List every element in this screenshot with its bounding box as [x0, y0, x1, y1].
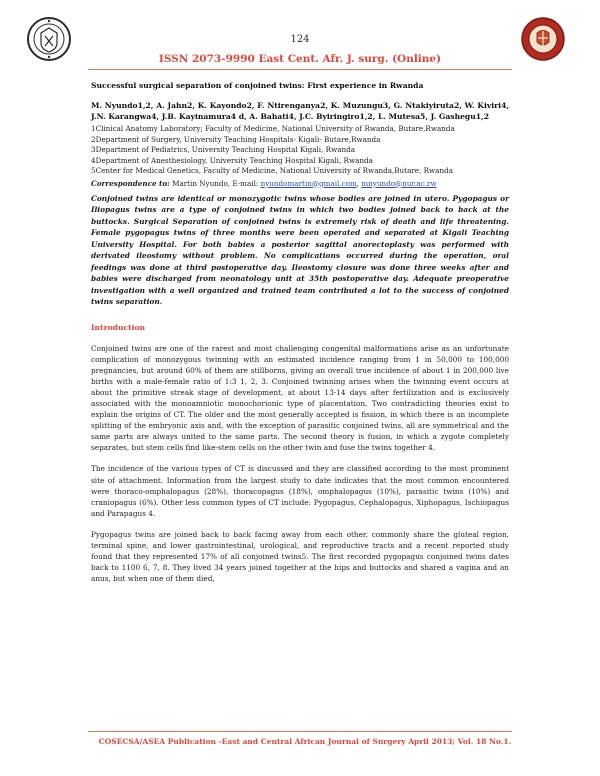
page-number: 124	[290, 34, 310, 45]
intro-paragraph-3: Pygopagus twins are joined back to back facing away from each other, commonly share the gluteal region, terminal spine, and lower gastrointestinal, urological, and reproductive tracts and a recent reported study found that they represented 17% of all conjoined twins5. The first recorded pygopagus conjoined twins dates back to 1100 6, 7, 8. They lived 34 years joined together at the hips and buttocks and shared a vagina and an anus, but when one of them died,	[91, 529, 509, 584]
correspondence-text: Martin Nyundo, E-mail:	[169, 178, 261, 188]
email-separator: ,	[356, 178, 362, 188]
article-body	[91, 81, 509, 594]
journal-issn: ISSN 2073-9990 East Cent. Afr. J. surg. (Online)	[158, 53, 442, 65]
author-list: M. Nyundo1,2, A. Jahn2, K. Kayondo2, F. Ntirenganya2, K. Muzungu3, G. Ntakiyiruta2, W. Kiviri4, J.N. Karangwa4, J.B. Kayinamura4 d, A. Bahati4, J.C. Byiringiro1,2, L. Mutesa5, J. Gashegu1,2	[91, 101, 509, 121]
introduction-heading: Introduction	[91, 322, 146, 332]
email-link-nur[interactable]: mnyundo@nur.ac.rw	[361, 178, 437, 188]
affiliation-4: 4Department of Anesthesiology, University Teaching Hospital Kigali, Rwanda	[91, 155, 373, 165]
affiliation-2: 2Department of Surgery, University Teaching Hospitals- Kigali- Butare,Rwanda	[91, 134, 381, 144]
intro-paragraph-1: Conjoined twins are one of the rarest and most challenging congenital malformations arise as an unfortunate complication of monozygous twinning with an estimated incidence ranging from 1 in 50,000 to 100,000 pregnancies, but around 60% of them are stillborns, giving an overall true incidence of about 1 in 200,000 live births with a male-female ratio of 1:3 1, 2, 3. Conjoined twinning arises when the twinning event occurs at about the primitive streak stage of development, at about 13-14 days after fertilization and is exclusively associated with the monoamniotic monochorionic type of placentation. Two contradicting theories exist to explain the origins of CT. The older and the most generally accepted is fission, in which there is an incomplete splitting of the embryonic axis and, with the exception of parasitic conjoined twins, all are symmetrical and the same parts are always united to the same parts. The second theory is fusion, in which a zygote completely separates, but stem cells find like-stem cells on the other twin and fuse the twins together 4.	[91, 343, 509, 453]
affiliation-1: 1Clinical Anatomy Laboratory; Faculty of Medicine, National University of Rwanda, Butare,Rwanda	[91, 124, 455, 133]
abstract: Conjoined twins are identical or monozygotic twins whose bodies are joined in utero. Pygopagus or Iliopagus twins are a type of conjoined twins in which two bodies joined back to back at the buttocks. Surgical Separation of conjoined twins is extremely risk of death and life threatening. Female pygopagus twins of three months were been operated and separated at Kigali Teaching University Hospital. For both babies a posterior sagittal anorectoplasty was performed with derivated ileostomy without problem. No complications occurred during the operation, oral feedings was done at third postoperative day. Ileostomy closure was done three weeks after and babies were discharged from neonatology unit at 35th postoperative day. Adequate preoperative investigation with a well organized and trained team contributed a lot to the success of conjoined twins separation.	[91, 193, 509, 306]
correspondence	[91, 178, 509, 189]
journal-footer: COSECSA/ASEA Publication -East and Central African Journal of Surgery April 2013; Vol. 18 No.1.	[98, 737, 512, 746]
intro-paragraph-2: The incidence of the various types of CT is discussed and they are classified according to the most prominent site of attachment. Information from the largest study to date indicates that the most common encountered were thoraco-omphalopagus (28%), thoracopagus (18%), omphalopagus (10%), parasitic twins (10%) and craniopagus (6%). Other less common types of CT include: Pygopagus, Cephalopagus, Xiphopagus, Ischiopagus and Parapagus 4.	[91, 464, 509, 518]
affiliation-5: 5Center for Medical Genetics, Faculty of Medicine, National University of Rwanda,Butare, Rwanda	[91, 166, 453, 175]
email-link-gmail[interactable]: nyundomartin@gmail.com	[260, 178, 357, 188]
header-divider	[88, 69, 512, 70]
affiliation-3: 3Department of Pediatrics, University Teaching Hospital Kigali, Rwanda	[91, 145, 356, 154]
affiliations	[91, 124, 509, 177]
footer-divider	[88, 731, 512, 732]
article-title: Successful surgical separation of conjoined twins: First experience in Rwanda	[91, 81, 424, 90]
correspondence-label: Correspondence to:	[91, 178, 170, 188]
